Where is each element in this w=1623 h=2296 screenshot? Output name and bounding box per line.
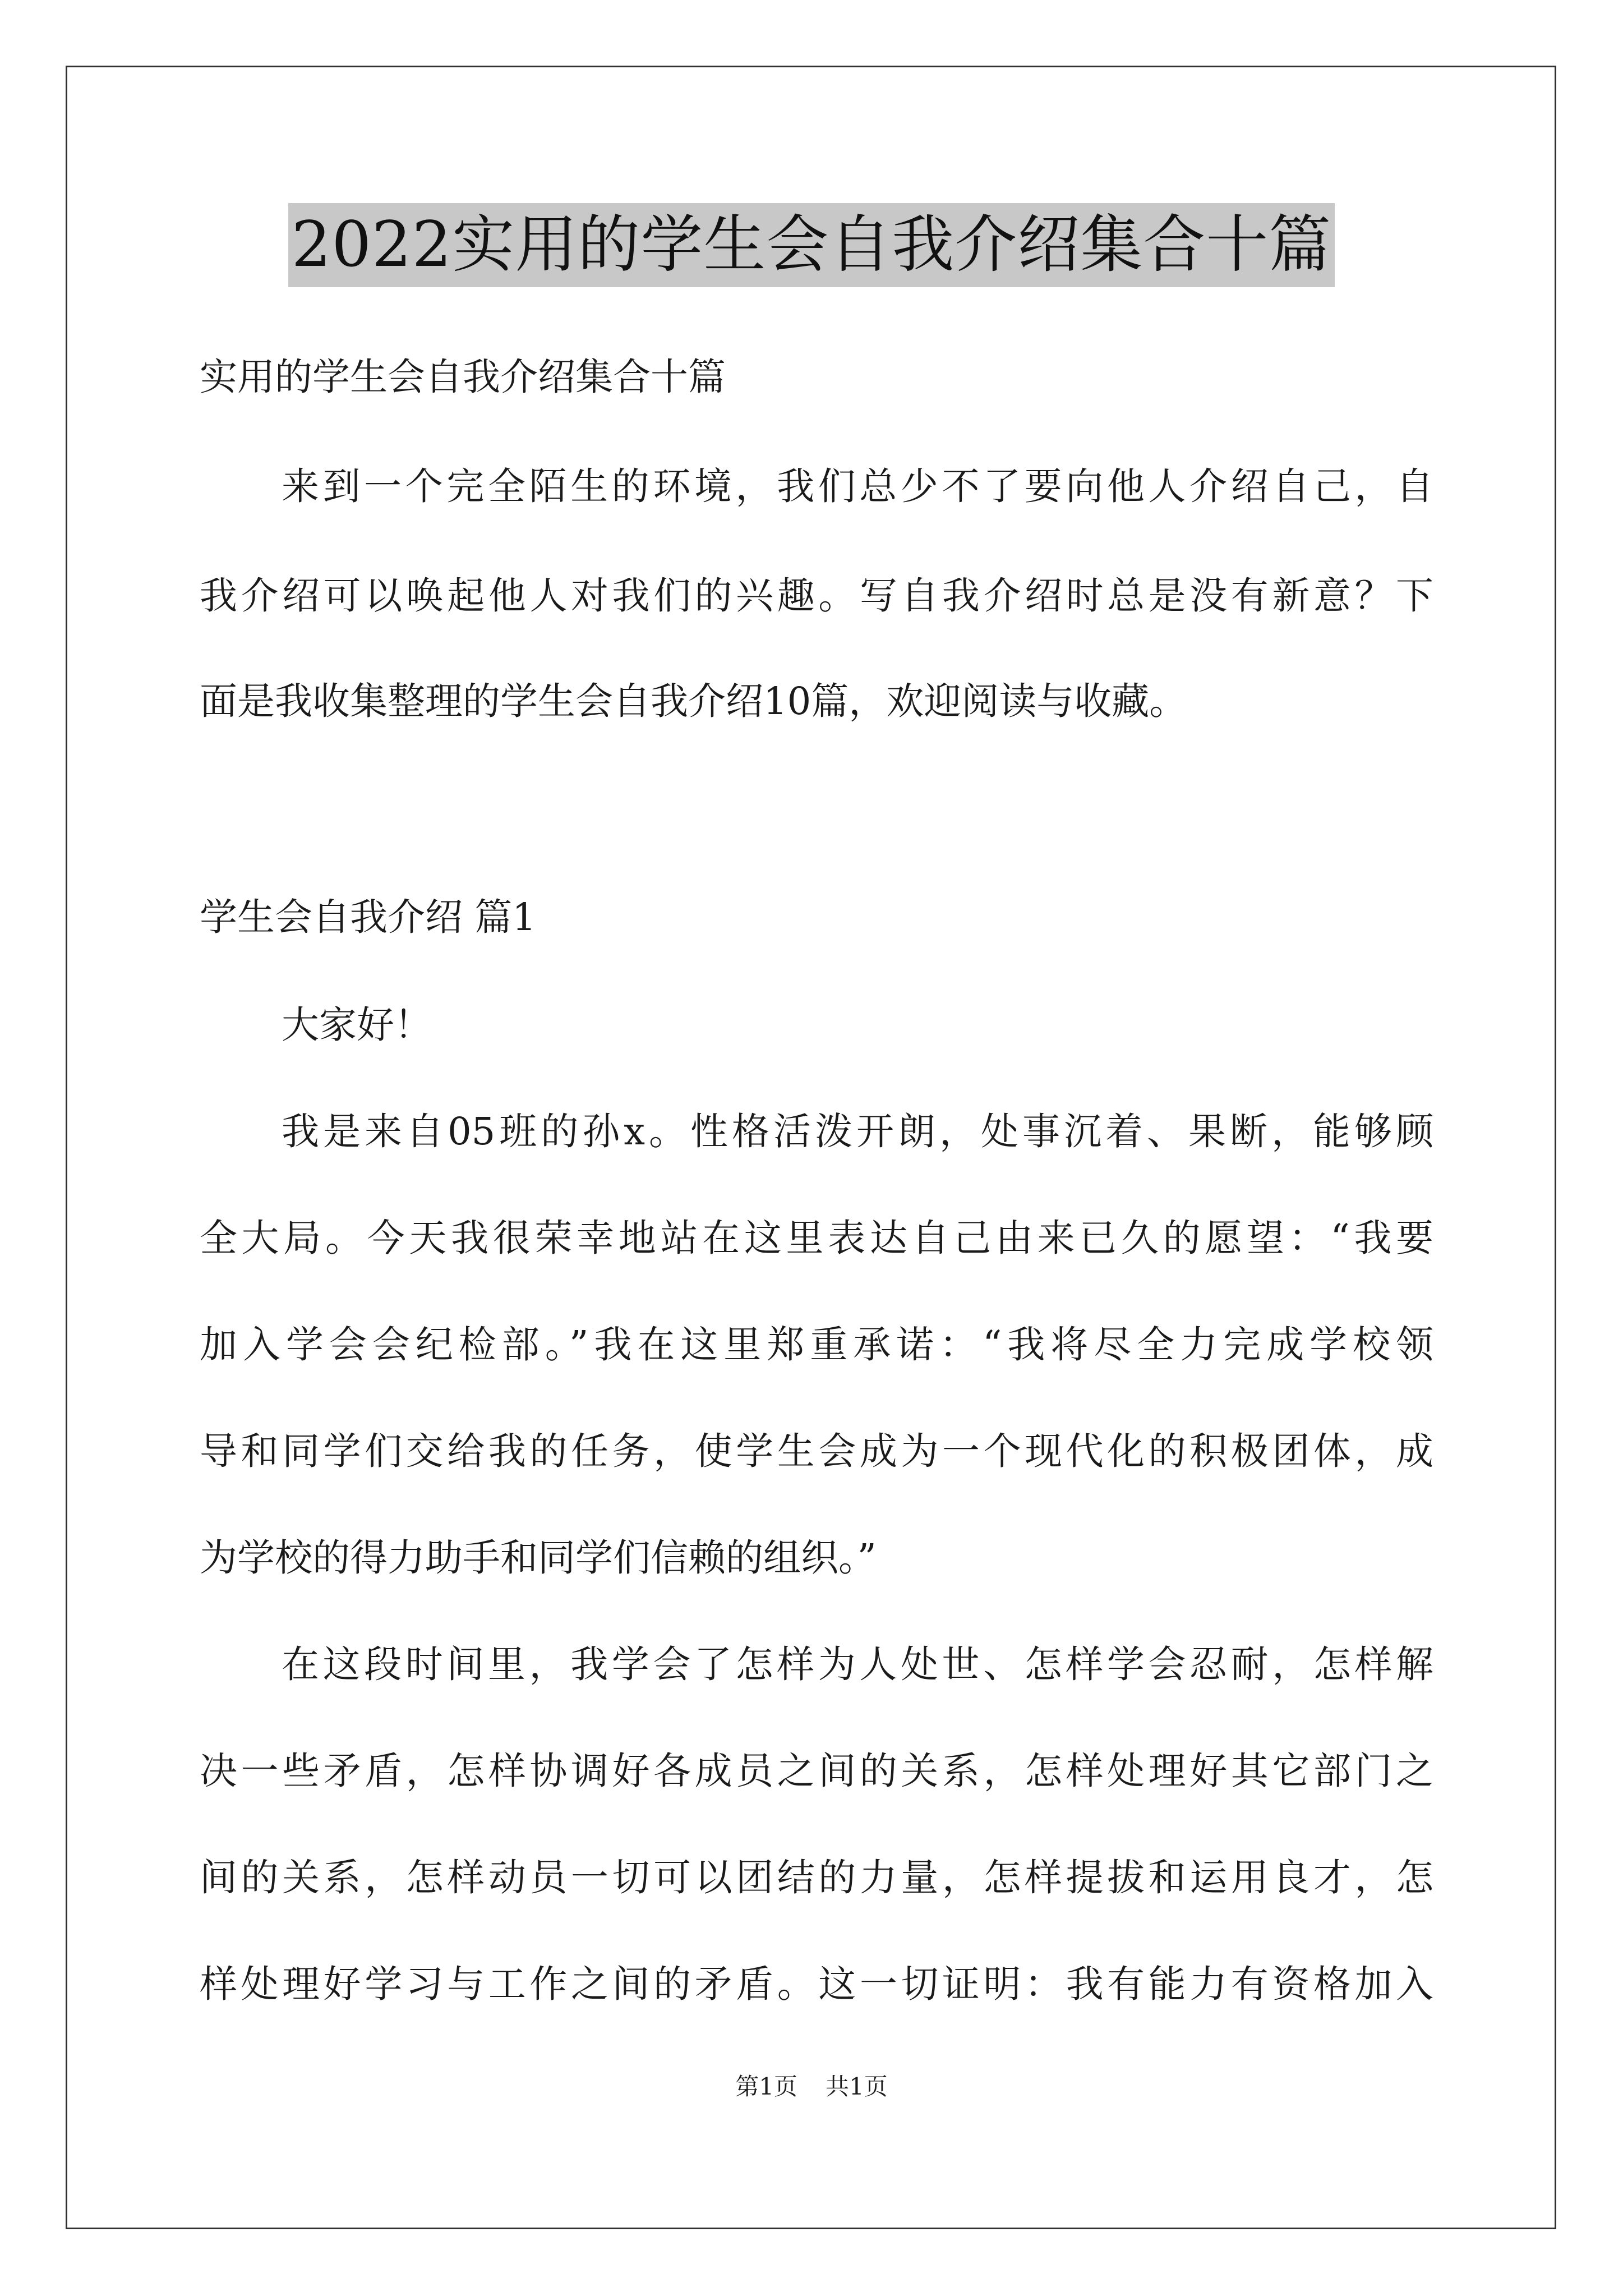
section-heading: 学生会自我介绍 篇1	[200, 895, 536, 939]
document-title: 2022实用的学生会自我介绍集合十篇	[288, 203, 1335, 287]
para2-line-3: 间的关系，怎样动员一切可以团结的力量，怎样提拔和运用良才，怎	[200, 1856, 1433, 1899]
intro-line-2: 我介绍可以唤起他人对我们的兴趣。写自我介绍时总是没有新意？下	[200, 574, 1433, 618]
page-footer	[0, 2070, 1623, 2104]
para1-line-3: 加入学会会纪检部。”我在这里郑重承诺：“我将尽全力完成学校领	[200, 1323, 1433, 1366]
document-subtitle: 实用的学生会自我介绍集合十篇	[200, 355, 726, 399]
greeting: 大家好！	[282, 1003, 432, 1047]
page-number: 第1页	[735, 2073, 797, 2100]
para2-line-4: 样处理好学习与工作之间的矛盾。这一切证明：我有能力有资格加入	[200, 1962, 1433, 2006]
para1-line-1: 我是来自05班的孙x。性格活泼开朗，处事沉着、果断，能够顾	[282, 1110, 1433, 1153]
intro-line-1: 来到一个完全陌生的环境，我们总少不了要向他人介绍自己，自	[282, 464, 1433, 508]
para1-line-2: 全大局。今天我很荣幸地站在这里表达自己由来已久的愿望：“我要	[200, 1216, 1433, 1260]
para1-line-5: 为学校的得力助手和同学们信赖的组织。”	[200, 1536, 877, 1580]
title-container	[0, 203, 1623, 287]
intro-line-3: 面是我收集整理的学生会自我介绍10篇，欢迎阅读与收藏。	[200, 679, 1187, 723]
page-total: 共1页	[826, 2073, 888, 2100]
para1-line-4: 导和同学们交给我的任务，使学生会成为一个现代化的积极团体，成	[200, 1429, 1433, 1473]
para2-line-2: 决一些矛盾，怎样协调好各成员之间的关系，怎样处理好其它部门之	[200, 1749, 1433, 1793]
para2-line-1: 在这段时间里，我学会了怎样为人处世、怎样学会忍耐，怎样解	[282, 1642, 1433, 1686]
